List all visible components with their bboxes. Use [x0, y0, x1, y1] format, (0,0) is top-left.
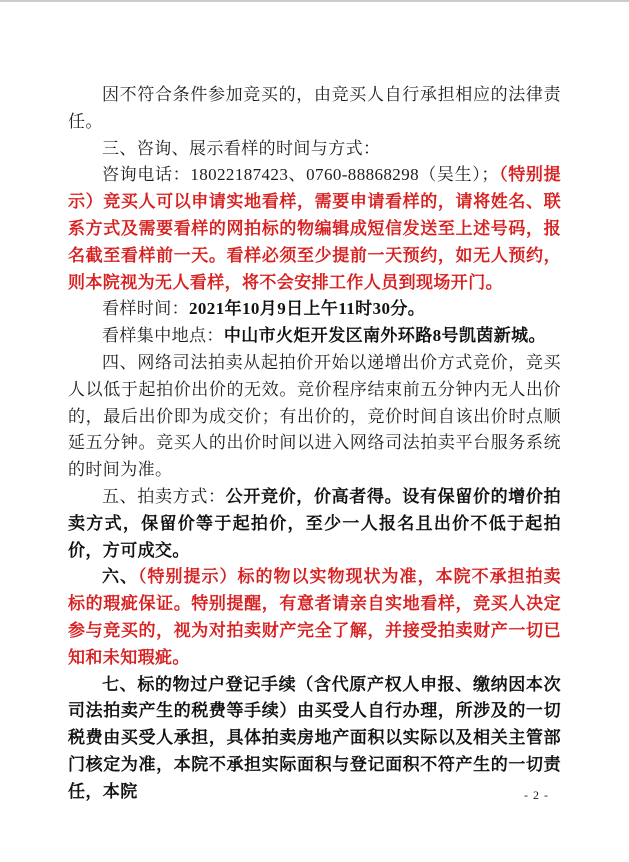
para-viewing-time: [68, 296, 561, 323]
section6-number: 六、: [102, 567, 139, 587]
text-run: 七、标的物过户登记手续（含代原产权人申报、缴纳因本次司法拍卖产生的税费等手续）由买受人自行办理，所涉及的一切税费由买受人承担，具体拍卖房地产面积以实际以及相关主管部门核定为准，本院不承担实际面积与登记面积不符产生的一切责任，本院: [68, 674, 561, 801]
para-section3-heading: [68, 136, 561, 163]
text-run: 三、咨询、展示看样的时间与方式：: [102, 138, 381, 158]
para-section7-transfer-procedures: [68, 672, 561, 806]
para-section5-auction-method: [68, 484, 561, 564]
para-viewing-location: [68, 323, 561, 350]
text-run: 因不符合条件参加竞买的，由竞买人自行承担相应的法律责任。: [68, 85, 561, 131]
para-section4-bidding-rules: [68, 350, 561, 484]
auction-method-label: 五、拍卖方式：: [102, 486, 226, 506]
text-run: 四、网络司法拍卖从起拍价开始以递增出价方式竞价，竞买人以低于起拍价出价的无效。竞价程序结束前五分钟内无人出价的，最后出价即为成交价；有出价的，竞价时间自该出价时点顺延五分钟。竞买人的出价时间以进入网络司法拍卖平台服务系统的时间为准。: [68, 352, 561, 480]
viewing-time-label: 看样时间：: [102, 299, 189, 319]
special-notice-red-text: （特别提示）竞买人可以申请实地看样，需要申请看样的，请将姓名、联系方式及需要看样的网拍标的物编辑成短信发送至上述号码，报名截至看样前一天。看样必须至少提前一天预约，如无人预约，则本院视为无人看样，将不会安排工作人员到现场开门。: [68, 165, 561, 292]
page-number: - 2 -: [524, 788, 549, 802]
document-text: [68, 82, 561, 806]
viewing-location-value: 中山市火炬开发区南外环路8号凯茵新城。: [223, 326, 546, 346]
consult-phone-text: 咨询电话：18022187423、0760-88868298（吴生）；: [102, 165, 499, 185]
viewing-time-value: 2021年10月9日上午11时30分。: [189, 299, 426, 319]
auction-method-value: 公开竞价，价高者得。设有保留价的增价拍卖方式，保留价等于起拍价，至少一人报名且出价不低于起拍价，方可成交。: [68, 486, 561, 560]
para-legal-responsibility: [68, 82, 561, 136]
para-section6-special-notice: [68, 564, 561, 671]
section6-red-text: （特别提示）标的物以实物现状为准，本院不承担拍卖标的瑕疵保证。特别提醒，有意者请亲自实地看样，竞买人决定参与竞买的，视为对拍卖财产完全了解，并接受拍卖财产一切已知和未知瑕疵。: [68, 567, 561, 667]
viewing-location-label: 看样集中地点：: [102, 326, 224, 346]
para-consult-phone-and-viewing-notice: [68, 162, 561, 296]
